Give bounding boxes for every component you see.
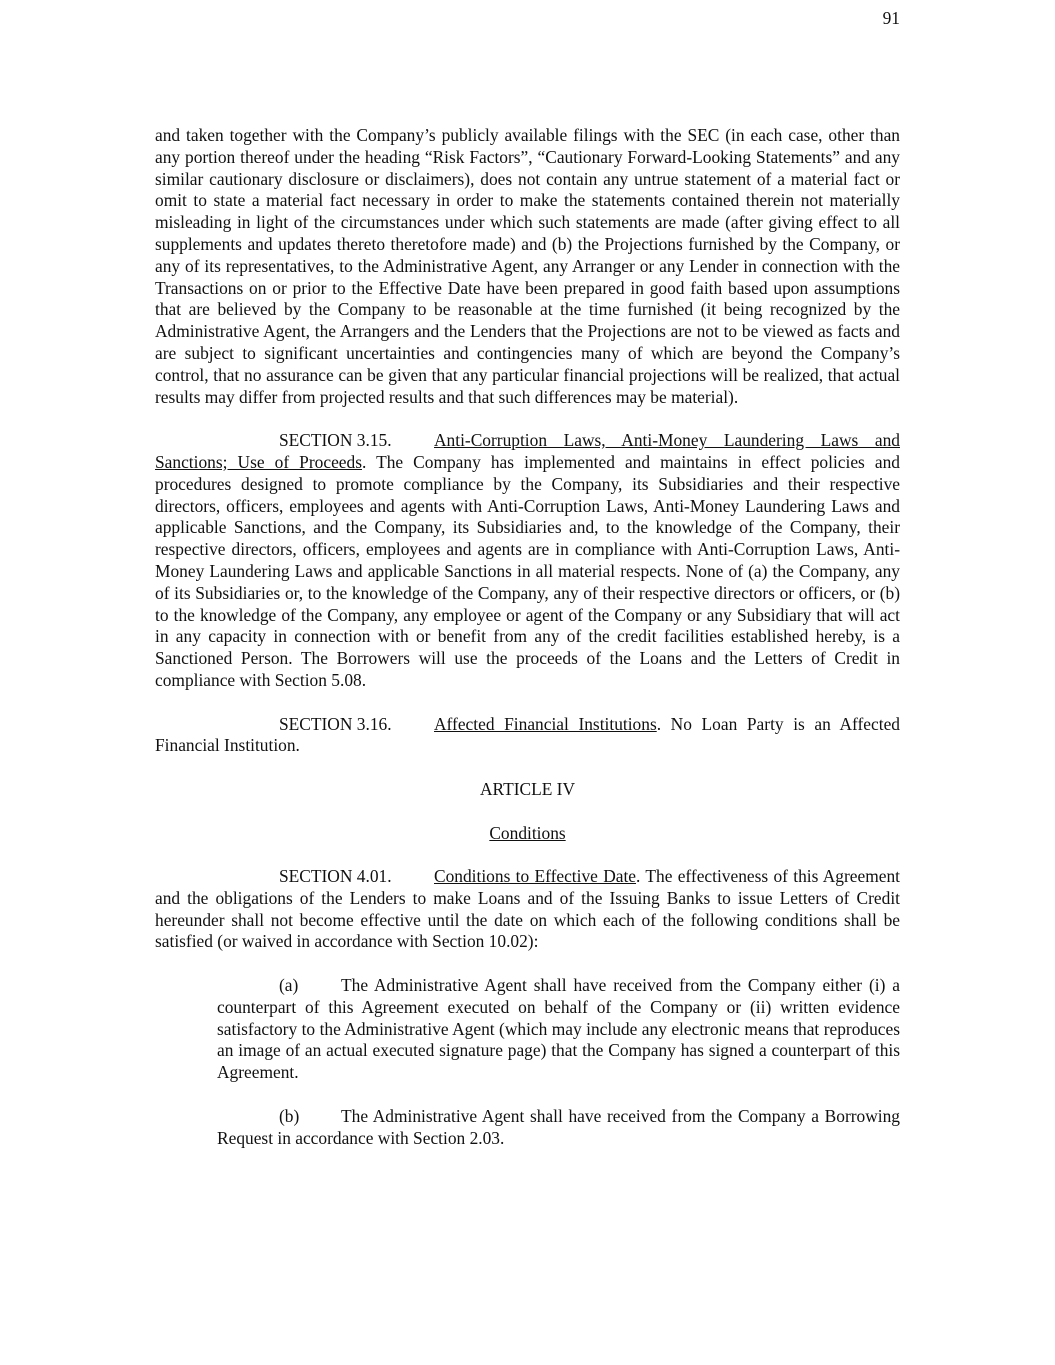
section-3-16-paragraph — [155, 714, 900, 758]
section-3-16-label: SECTION 3.16. — [279, 713, 392, 734]
condition-item-b — [217, 1106, 900, 1150]
condition-item-a-text: The Administrative Agent shall have received from the Company either (i) a counterpart of this Agreement executed on behalf of the Company or (ii) written evidence satisfactory to the Administrative Agent (which may include any electronic means that reproduces an image of an actual executed signature page) that the Company has signed a counterpart of this Agreement. — [217, 975, 900, 1083]
article-subtitle-text: Conditions — [489, 822, 566, 843]
article-subtitle — [155, 823, 900, 845]
section-3-15-heading: Anti-Corruption Laws, Anti-Money Laundering Laws and Sanctions; Use of Proceeds — [155, 430, 900, 472]
section-3-15-body: . The Company has implemented and maintains in effect policies and procedures designed to promote compliance by the Company, its Subsidiaries and their respective directors, officers, employees and agents with Anti-Corruption Laws, Anti-Money Laundering Laws and applicable Sanctions, and the Company, its Subsidiaries and, to the knowledge of the Company, their respective directors, officers, employees and agents are in compliance with Anti-Corruption Laws, Anti-Money Laundering Laws and applicable Sanctions in all material respects. None of (a) the Company, any of its Subsidiaries or, to the knowledge of the Company, any of their respective directors or officers, or (b) to the knowledge of the Company, any employee or agent of the Company or any Subsidiary that will act in any capacity in connection with or benefit from any of the credit facilities established hereby, is a Sanctioned Person. The Borrowers will use the proceeds of the Loans and the Letters of Credit in compliance with Section 5.08. — [155, 451, 901, 690]
section-4-01-label: SECTION 4.01. — [279, 866, 392, 887]
section-4-01-body: . The effectiveness of this Agreement and the obligations of the Lenders to make Loans and of the Issuing Banks to issue Letters of Credit hereunder shall not become effective until the date on which each of the following conditions shall be satisfied (or waived in accordance with Section 10.02): — [155, 866, 900, 952]
document-body — [155, 125, 900, 1171]
section-3-15-paragraph — [155, 430, 900, 692]
section-3-16-body: . No Loan Party is an Affected Financial Institution. — [155, 713, 900, 756]
page-number: 91 — [882, 8, 900, 28]
condition-item-b-label: (b) — [279, 1105, 300, 1126]
section-4-01-heading: Conditions to Effective Date — [434, 866, 637, 887]
section-3-16-heading: Affected Financial Institutions — [434, 713, 657, 734]
section-4-01-paragraph — [155, 866, 900, 953]
condition-item-a — [217, 975, 900, 1084]
condition-item-a-label: (a) — [279, 975, 299, 996]
condition-item-b-text: The Administrative Agent shall have received from the Company a Borrowing Request in accordance with Section 2.03. — [217, 1105, 900, 1148]
article-title: ARTICLE IV — [479, 778, 576, 799]
continuation-paragraph: and taken together with the Company’s publicly available filings with the SEC (in each case, other than any portion thereof under the heading “Risk Factors”, “Cautionary Forward-Looking Statements” and any similar cautionary disclosure or disclaimers), does not contain any untrue statement of a material fact or omit to state a material fact necessary in order to make the statements contained therein not materially misleading in light of the circumstances under which such statements are made (after giving effect to all supplements and updates thereto theretofore made) and (b) the Projections furnished by the Company, or any of its representatives, to the Administrative Agent, any Arranger or any Lender in connection with the Transactions on or prior to the Effective Date have been prepared in good faith based upon assumptions that are believed by the Company to be reasonable at the time furnished (it being recognized by the Administrative Agent, the Arrangers and the Lenders that the Projections are not to be viewed as facts and are subject to significant uncertainties and contingencies many of which are beyond the Company’s control, that no assurance can be given that any particular financial projections will be realized, that actual results may differ from projected results and that such differences may be material). — [155, 125, 900, 407]
section-3-15-label: SECTION 3.15. — [279, 430, 392, 451]
